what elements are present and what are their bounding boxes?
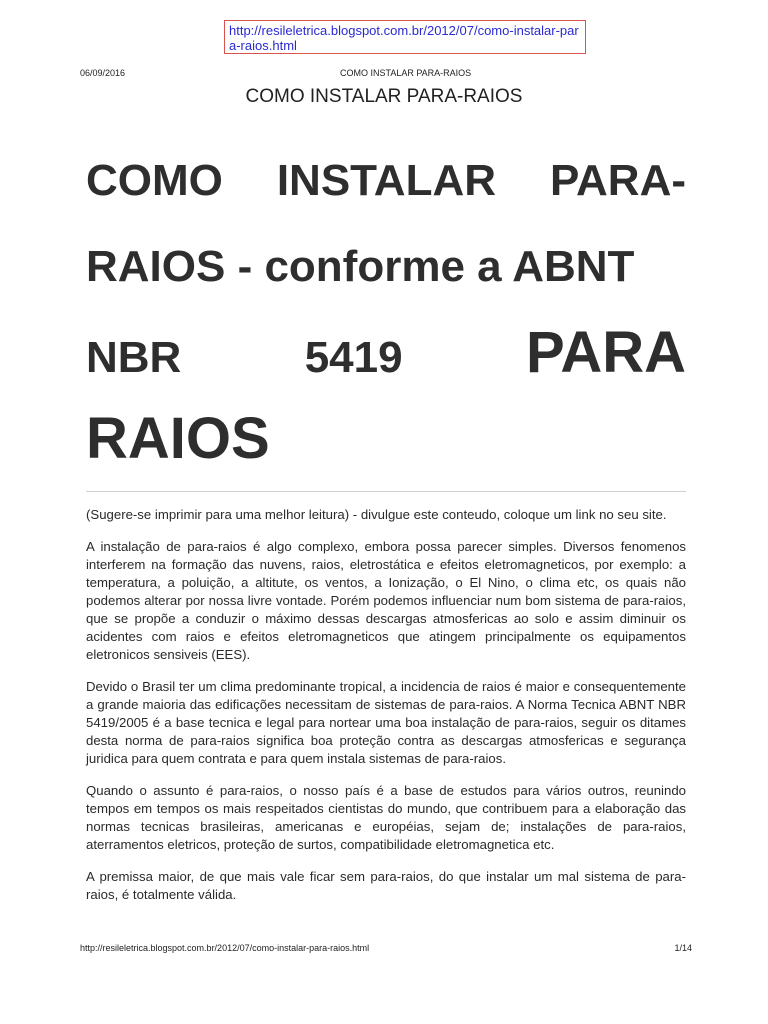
paragraph: Devido o Brasil ter um clima predominante tropical, a incidencia de raios é maior e consequentemente a grande maioria das edificações necessitam de sistemas de para-raios. A Norma Tecnica ABNT NBR 5419/2005 é a base tecnica e legal para nortear uma boa instalação de para-raios, seguir os ditames desta norma de para-raios significa boa proteção contra as descargas atmosfericas e segurança juridica para quem contrata e para quem instala sistemas de para-raios. (86, 679, 686, 766)
paragraph: (Sugere-se imprimir para uma melhor leitura) - divulgue este conteudo, coloque um link no seu site. (86, 507, 667, 522)
heading-line-4 (86, 396, 686, 482)
heading-word: PARA (525, 320, 686, 385)
heading-line-3 (86, 310, 686, 396)
document-subtitle: COMO INSTALAR PARA-RAIOS (245, 86, 523, 107)
footer-url: http://resileletrica.blogspot.com.br/2012/07/como-instalar-para-raios.html (80, 943, 370, 953)
heading-word: INSTALAR (276, 156, 496, 205)
paragraph: A instalação de para-raios é algo complexo, embora possa parecer simples. Diversos fenomenos interferem na formação das nuvens, raios, eletrostática e efeitos eletromagneticos, por exemplo: a temperatura, a poluição, a altitute, os ventos, a Ionização, o El Nino, o clima etc, os quais não podemos alterar por nossa livre vontade. Porém podemos influenciar num bom sistema de para-raios, que se propõe a conduzir o máximo dessas descargas atmosfericas ao solo e assim diminuir os acidentes com raios e efeitos eletromagneticos que atingem principalmente os equipamentos eletronicos sensiveis (EES). (86, 539, 686, 662)
heading-text: RAIOS (86, 406, 270, 471)
article-heading (86, 138, 686, 482)
heading-word: 5419 (304, 333, 403, 382)
paragraph: Quando o assunto é para-raios, o nosso país é a base de estudos para vários outros, reunindo tempos em tempos os mais respeitados cientistas do mundo, que contribuem para a elaboração das normas tecnicas brasileiras, americanas e européias, sejam de; instalações de para-raios, aterramentos eletricos, proteção de surtos, compatibilidade eletromagnetica etc. (86, 783, 686, 852)
paragraph: A premissa maior, de que mais vale ficar sem para-raios, do que instalar um mal sistema de para-raios, é totalmente válida. (86, 869, 686, 902)
heading-line-2 (86, 224, 686, 310)
heading-line-1 (86, 138, 686, 224)
annotation-url-box[interactable]: http://resileletrica.blogspot.com.br/2012/07/como-instalar-para-raios.html (224, 20, 586, 54)
print-header (80, 68, 688, 82)
heading-word: COMO (86, 156, 223, 205)
print-header-title: COMO INSTALAR PARA-RAIOS (340, 68, 472, 78)
print-date: 06/09/2016 (80, 68, 126, 78)
heading-text: RAIOS - conforme a ABNT (86, 242, 635, 291)
page-number: 1/14 (674, 943, 692, 953)
heading-word: NBR (86, 333, 182, 382)
article-body (86, 506, 686, 918)
heading-word: PARA- (549, 156, 686, 205)
print-footer (80, 943, 692, 957)
divider (86, 491, 686, 492)
